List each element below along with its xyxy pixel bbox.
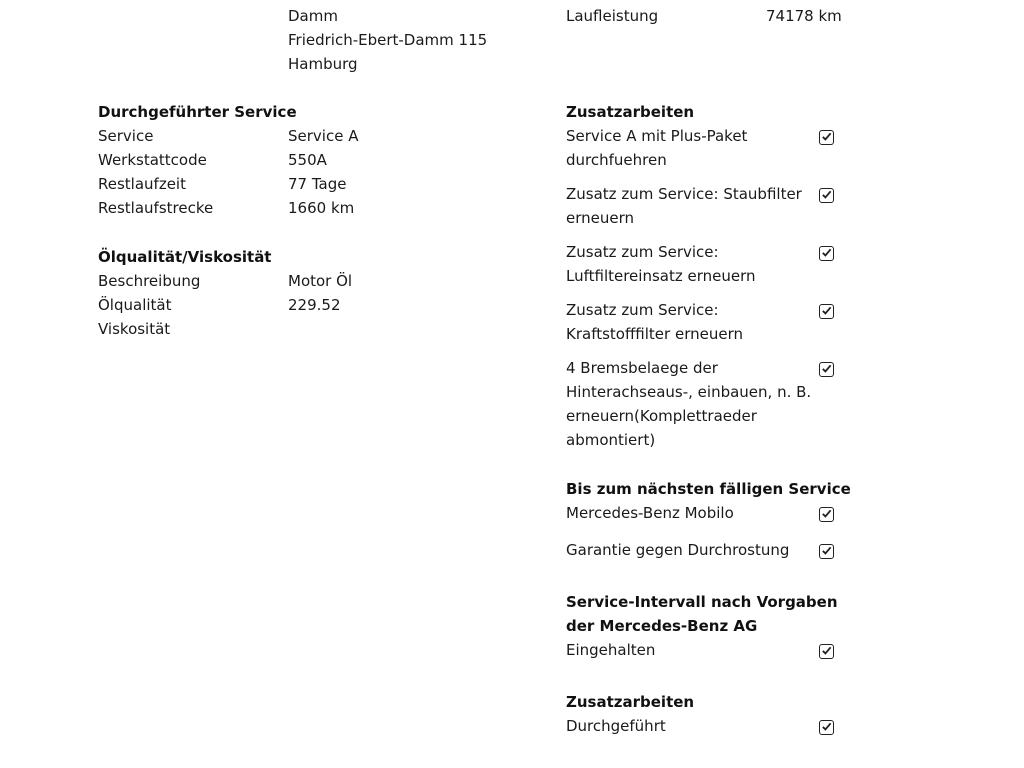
oil-quality-value: 229.52: [288, 296, 341, 314]
remaining-distance-label: Restlaufstrecke: [98, 199, 214, 217]
address-street: Friedrich-Ebert-Damm 115: [288, 31, 488, 49]
remaining-time-value: 77 Tage: [288, 175, 347, 193]
additional-work-checkbox-3[interactable]: [819, 304, 834, 319]
mileage-value: 74178 km: [766, 7, 842, 25]
next-service-item-1: Garantie gegen Durchrostung: [566, 541, 790, 559]
additional-work-2-checkbox-0[interactable]: [819, 720, 834, 735]
additional-work-title: Zusatzarbeiten: [566, 103, 695, 121]
next-service-checkbox-0[interactable]: [819, 507, 834, 522]
service-value: Service A: [288, 127, 359, 145]
additional-work-item-0: Service A mit Plus-Paket durchfuehren: [566, 127, 748, 169]
service-interval-title: Service-Intervall nach Vorgaben der Mercedes-Benz AG: [566, 593, 838, 635]
checkmark-icon: [821, 545, 832, 556]
checkmark-icon: [821, 247, 832, 258]
oil-viscosity-label: Viskosität: [98, 320, 171, 338]
checkmark-icon: [821, 645, 832, 656]
checkmark-icon: [821, 305, 832, 316]
workshop-code-value: 550A: [288, 151, 327, 169]
address-city: Hamburg: [288, 55, 358, 73]
additional-work-2-item-0: Durchgeführt: [566, 717, 666, 735]
oil-quality-label: Ölqualität: [98, 296, 172, 314]
service-interval-checkbox-0[interactable]: [819, 644, 834, 659]
next-service-checkbox-1[interactable]: [819, 544, 834, 559]
workshop-code-label: Werkstattcode: [98, 151, 207, 169]
service-interval-item-0: Eingehalten: [566, 641, 656, 659]
additional-work-item-2: Zusatz zum Service: Luftfiltereinsatz erneuern: [566, 243, 756, 285]
remaining-time-label: Restlaufzeit: [98, 175, 186, 193]
additional-work-checkbox-1[interactable]: [819, 188, 834, 203]
service-label: Service: [98, 127, 154, 145]
next-service-title: Bis zum nächsten fälligen Service: [566, 480, 851, 498]
service-performed-title: Durchgeführter Service: [98, 103, 297, 121]
additional-work-checkbox-4[interactable]: [819, 362, 834, 377]
checkmark-icon: [821, 721, 832, 732]
checkmark-icon: [821, 189, 832, 200]
oil-description-label: Beschreibung: [98, 272, 201, 290]
additional-work-item-4: 4 Bremsbelaege der Hinterachseaus-, einbauen, n. B. erneuern(Komplettraeder abmontiert): [566, 359, 812, 449]
additional-work-item-3: Zusatz zum Service: Kraftstofffilter erneuern: [566, 301, 743, 343]
checkmark-icon: [821, 131, 832, 142]
oil-description-value: Motor Öl: [288, 272, 353, 290]
checkmark-icon: [821, 508, 832, 519]
checkmark-icon: [821, 363, 832, 374]
remaining-distance-value: 1660 km: [288, 199, 355, 217]
mileage-label: Laufleistung: [566, 7, 659, 25]
additional-work-checkbox-0[interactable]: [819, 130, 834, 145]
oil-title: Ölqualität/Viskosität: [98, 248, 272, 266]
address-line-partial: Damm: [288, 7, 338, 25]
additional-work-item-1: Zusatz zum Service: Staubfilter erneuern: [566, 185, 802, 227]
additional-work-2-title: Zusatzarbeiten: [566, 693, 695, 711]
next-service-item-0: Mercedes-Benz Mobilo: [566, 504, 734, 522]
additional-work-checkbox-2[interactable]: [819, 246, 834, 261]
